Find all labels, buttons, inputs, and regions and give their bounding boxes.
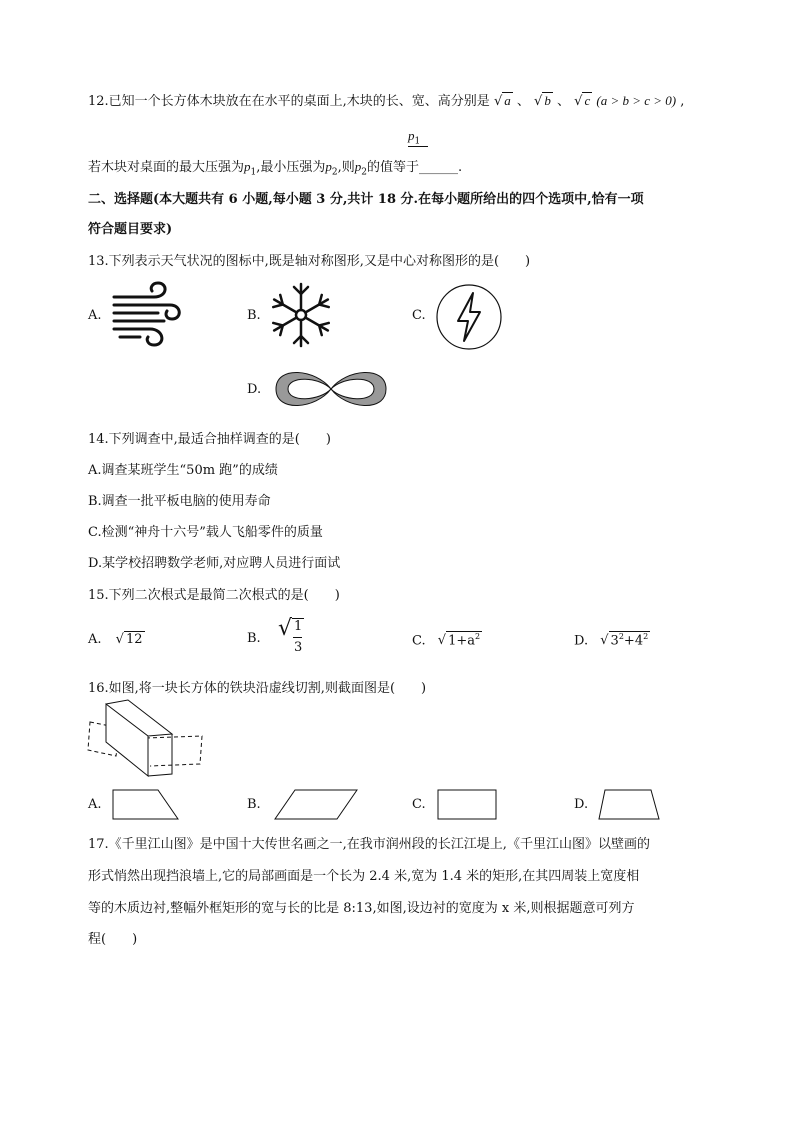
q16-opt-d: D. — [574, 797, 589, 812]
sqrt-3sq-4sq: √ $3^2+4^2$ — [600, 632, 649, 649]
q14-stem: 14.下列调查中,最适合抽样调查的是( ) — [88, 432, 331, 447]
sep: 、 — [516, 94, 530, 109]
q15-opt-d: D. √ $3^2+4^2$ — [574, 632, 649, 649]
q16-opt-b: B. — [247, 797, 261, 812]
fraction-bar — [408, 146, 428, 147]
trapezoid-isosceles-shape — [597, 789, 661, 821]
q13-opt-d: D. — [247, 382, 262, 397]
q15-stem: 15.下列二次根式是最简二次根式的是( ) — [88, 588, 340, 603]
q15-opt-b: B. — [247, 631, 261, 646]
trapezoid-right-shape — [112, 789, 180, 821]
q16-opt-a: A. — [88, 797, 102, 812]
q17-line2: 形式悄然出现挡浪墙上,它的局部画面是一个长为 2.4 米,宽为 1.4 米的矩形,在其四周装上宽度相 — [88, 869, 640, 884]
cuboid-figure — [86, 700, 206, 780]
q17-line3: 等的木质边衬,整幅外框矩形的宽与长的比是 8:13,如图,设边衬的宽度为 x 米,则根据题意可列方 — [88, 901, 635, 916]
q14-option-b: B.调查一批平板电脑的使用寿命 — [88, 494, 271, 509]
q15-opt-a: A. √ 12 — [88, 632, 143, 647]
q13-opt-c: C. — [412, 308, 426, 323]
q12-line2: 若木块对桌面的最大压强为$p_1$,最小压强为$p_2$,则$p_2$的值等于______. — [88, 159, 463, 178]
sqrt-c: √ c — [574, 93, 591, 109]
section2-line2: 符合题目要求) — [88, 222, 173, 237]
parallelogram-shape — [273, 789, 359, 821]
q14-option-d: D.某学校招聘数学老师,对应聘人员进行面试 — [88, 556, 341, 571]
q13-opt-a: A. — [88, 308, 102, 323]
wind-icon — [110, 283, 182, 349]
snowflake-icon — [268, 282, 334, 348]
condition: (a > b > c > 0) — [596, 93, 677, 108]
q16-opt-c: C. — [412, 797, 426, 812]
q14-option-a: A.调查某班学生“50m 跑”的成绩 — [88, 463, 278, 478]
sqrt-sign: √ — [278, 616, 293, 641]
lightning-icon — [434, 282, 504, 352]
frac-num: 1 — [294, 619, 303, 634]
rectangle-shape — [437, 789, 499, 821]
sqrt-a: √ a — [493, 93, 511, 109]
q14-option-c: C.检测“神舟十六号”载人飞船零件的质量 — [88, 525, 323, 540]
q15-opt-c: C. √ $1+a^2$ — [412, 632, 481, 649]
sep: 、 — [556, 94, 570, 109]
frac-den: 3 — [294, 640, 303, 655]
infinity-icon — [272, 365, 390, 413]
sqrt-1-plus-a2: √ $1+a^2$ — [437, 632, 481, 649]
q13-opt-b: B. — [247, 308, 261, 323]
sqrt-12: √ 12 — [115, 632, 143, 647]
q16-stem: 16.如图,将一块长方体的铁块沿虚线切割,则截面图是( ) — [88, 681, 427, 696]
q13-stem: 13.下列表示天气状况的图标中,既是轴对称图形,又是中心对称图形的是( ) — [88, 254, 531, 269]
q17-line4: 程( ) — [88, 932, 138, 947]
q17-line1: 17.《千里江山图》是中国十大传世名画之一,在我市润州段的长江江堤上,《千里江山图》以壁画的 — [88, 837, 650, 852]
section2-line1: 二、选择题(本大题共有 6 小题,每小题 3 分,共计 18 分.在每小题所给出的四个选项中,恰有一项 — [88, 192, 644, 207]
frac-bar — [293, 637, 302, 638]
q12-line1 — [88, 90, 684, 109]
fraction-numerator: $p_1$ — [408, 128, 421, 147]
sqrt-b: √ b — [534, 93, 551, 109]
comma: , — [680, 94, 685, 109]
q12-text: 12.已知一个长方体木块放在在水平的桌面上,木块的长、宽、高分别是 — [88, 94, 490, 109]
